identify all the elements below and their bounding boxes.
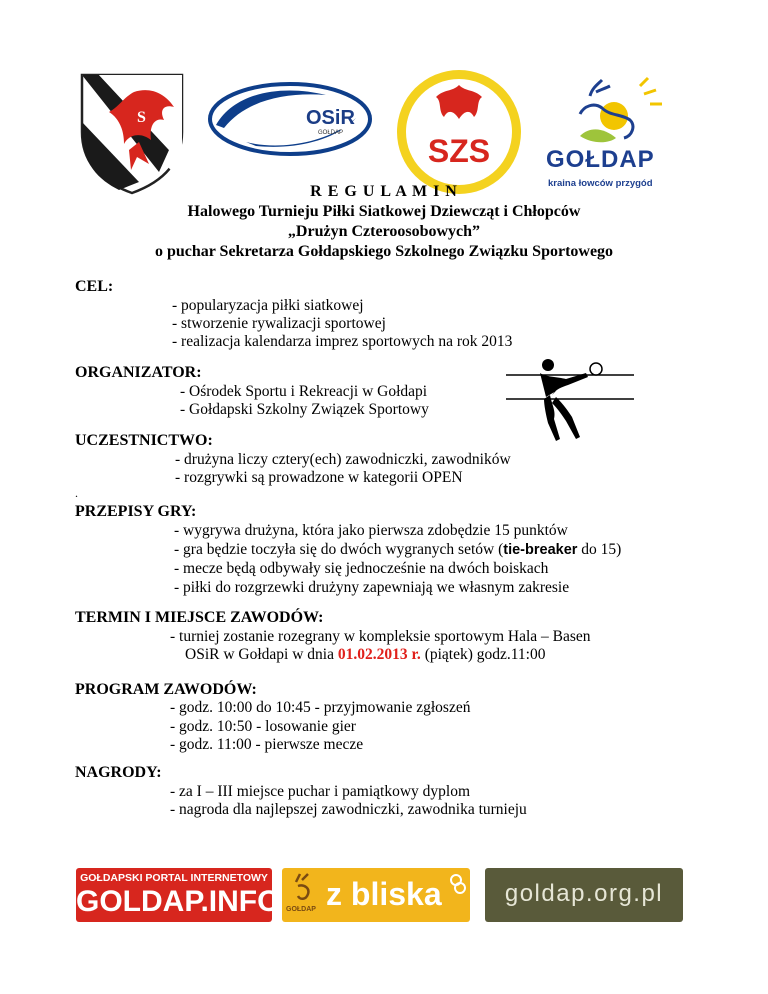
goldapinfo-brand: GOLDAP.INFO xyxy=(76,885,281,918)
list-item: - Gołdapski Szkolny Związek Sportowy xyxy=(180,401,429,418)
list-item: - drużyna liczy cztery(ech) zawodniczki, zawodników xyxy=(175,451,511,468)
list-item: - realizacja kalendarza imprez sportowych na rok 2013 xyxy=(172,333,513,350)
list-item: - mecze będą odbywały się jednocześnie na dwóch boiskach xyxy=(174,560,549,577)
goldaporg-brand: goldap.org.pl xyxy=(504,880,664,907)
list-item: - nagroda dla najlepszej zawodniczki, zawodnika turnieju xyxy=(170,801,527,818)
section-heading-cel: CEL: xyxy=(75,278,114,295)
deer-icon xyxy=(540,76,670,156)
tie-breaker-term: tie-breaker xyxy=(503,542,578,558)
section-heading-termin: TERMIN I MIEJSCE ZAWODÓW: xyxy=(75,609,324,626)
section-heading-nagrody: NAGRODY: xyxy=(75,764,162,781)
list-item: - turniej zostanie rozegrany w kompleksie sportowym Hala – Basen xyxy=(170,628,591,645)
list-item: - za I – III miejsce puchar i pamiątkowy dyplom xyxy=(170,783,470,800)
venue-text: OSiR w Gołdapi w dnia xyxy=(185,646,338,663)
volleyball-player-icon xyxy=(506,355,634,441)
rule-text: - gra będzie toczyła się do dwóch wygranych setów ( xyxy=(174,541,504,558)
section-heading-organizator: ORGANIZATOR: xyxy=(75,364,202,381)
szs-logo xyxy=(394,67,524,197)
document-title: R E G U L A M I N xyxy=(310,183,458,200)
section-heading-przepisy: PRZEPISY GRY: xyxy=(75,503,197,520)
section-heading-uczestnictwo: UCZESTNICTWO: xyxy=(75,432,213,449)
zbliska-banner[interactable] xyxy=(282,868,470,922)
coat-of-arms-logo xyxy=(79,72,185,196)
goldap-logo-tagline: kraina łowców przygód xyxy=(548,178,653,189)
list-item: - Ośrodek Sportu i Rekreacji w Gołdapi xyxy=(180,383,428,400)
rule-text-end: do 15) xyxy=(577,541,622,558)
svg-text:GOŁDAP: GOŁDAP xyxy=(318,130,344,136)
list-item: - popularyzacja piłki siatkowej xyxy=(172,297,364,314)
svg-text:S: S xyxy=(137,109,146,126)
stray-dot: . xyxy=(75,486,78,500)
list-item: - godz. 10:50 - losowanie gier xyxy=(170,718,356,735)
zbliska-brand: z bliska xyxy=(326,876,442,912)
list-item: - stworzenie rywalizacji sportowej xyxy=(172,315,386,332)
title-line-4: o puchar Sekretarza Gołdapskiego Szkolnego Związku Sportowego xyxy=(154,243,614,260)
list-item: - godz. 10:00 do 10:45 - przyjmowanie zgłoszeń xyxy=(170,699,471,716)
svg-text:SZS: SZS xyxy=(427,133,491,169)
section-heading-program: PROGRAM ZAWODÓW: xyxy=(75,681,257,698)
list-item: - wygrywa drużyna, która jako pierwsza zdobędzie 15 punktów xyxy=(174,522,568,539)
title-line-3: „Drużyn Czteroosobowych” xyxy=(287,223,481,240)
list-item: - piłki do rozgrzewki drużyny zapewniają we własnym zakresie xyxy=(174,579,570,596)
zbliska-small-label: GOŁDAP xyxy=(286,906,316,913)
goldapinfo-banner[interactable] xyxy=(76,868,281,922)
svg-text:OSiR: OSiR xyxy=(306,107,355,129)
list-item xyxy=(185,646,546,664)
goldaporg-banner[interactable] xyxy=(485,868,683,922)
goldap-logo xyxy=(540,76,670,192)
rings-icon xyxy=(448,872,468,896)
goldap-logo-brand: GOŁDAP xyxy=(546,146,655,173)
list-item: - godz. 11:00 - pierwsze mecze xyxy=(170,736,364,753)
osir-logo xyxy=(206,80,374,158)
goldapinfo-tagline: GOŁDAPSKI PORTAL INTERNETOWY xyxy=(80,872,268,884)
list-item: - rozgrywki są prowadzone w kategorii OPEN xyxy=(175,469,463,486)
title-line-2: Halowego Turnieju Piłki Siatkowej Dziewcząt i Chłopców xyxy=(187,203,581,220)
list-item xyxy=(174,541,621,559)
event-date: 01.02.2013 r. xyxy=(337,646,421,663)
event-time: (piątek) godz.11:00 xyxy=(420,646,546,663)
